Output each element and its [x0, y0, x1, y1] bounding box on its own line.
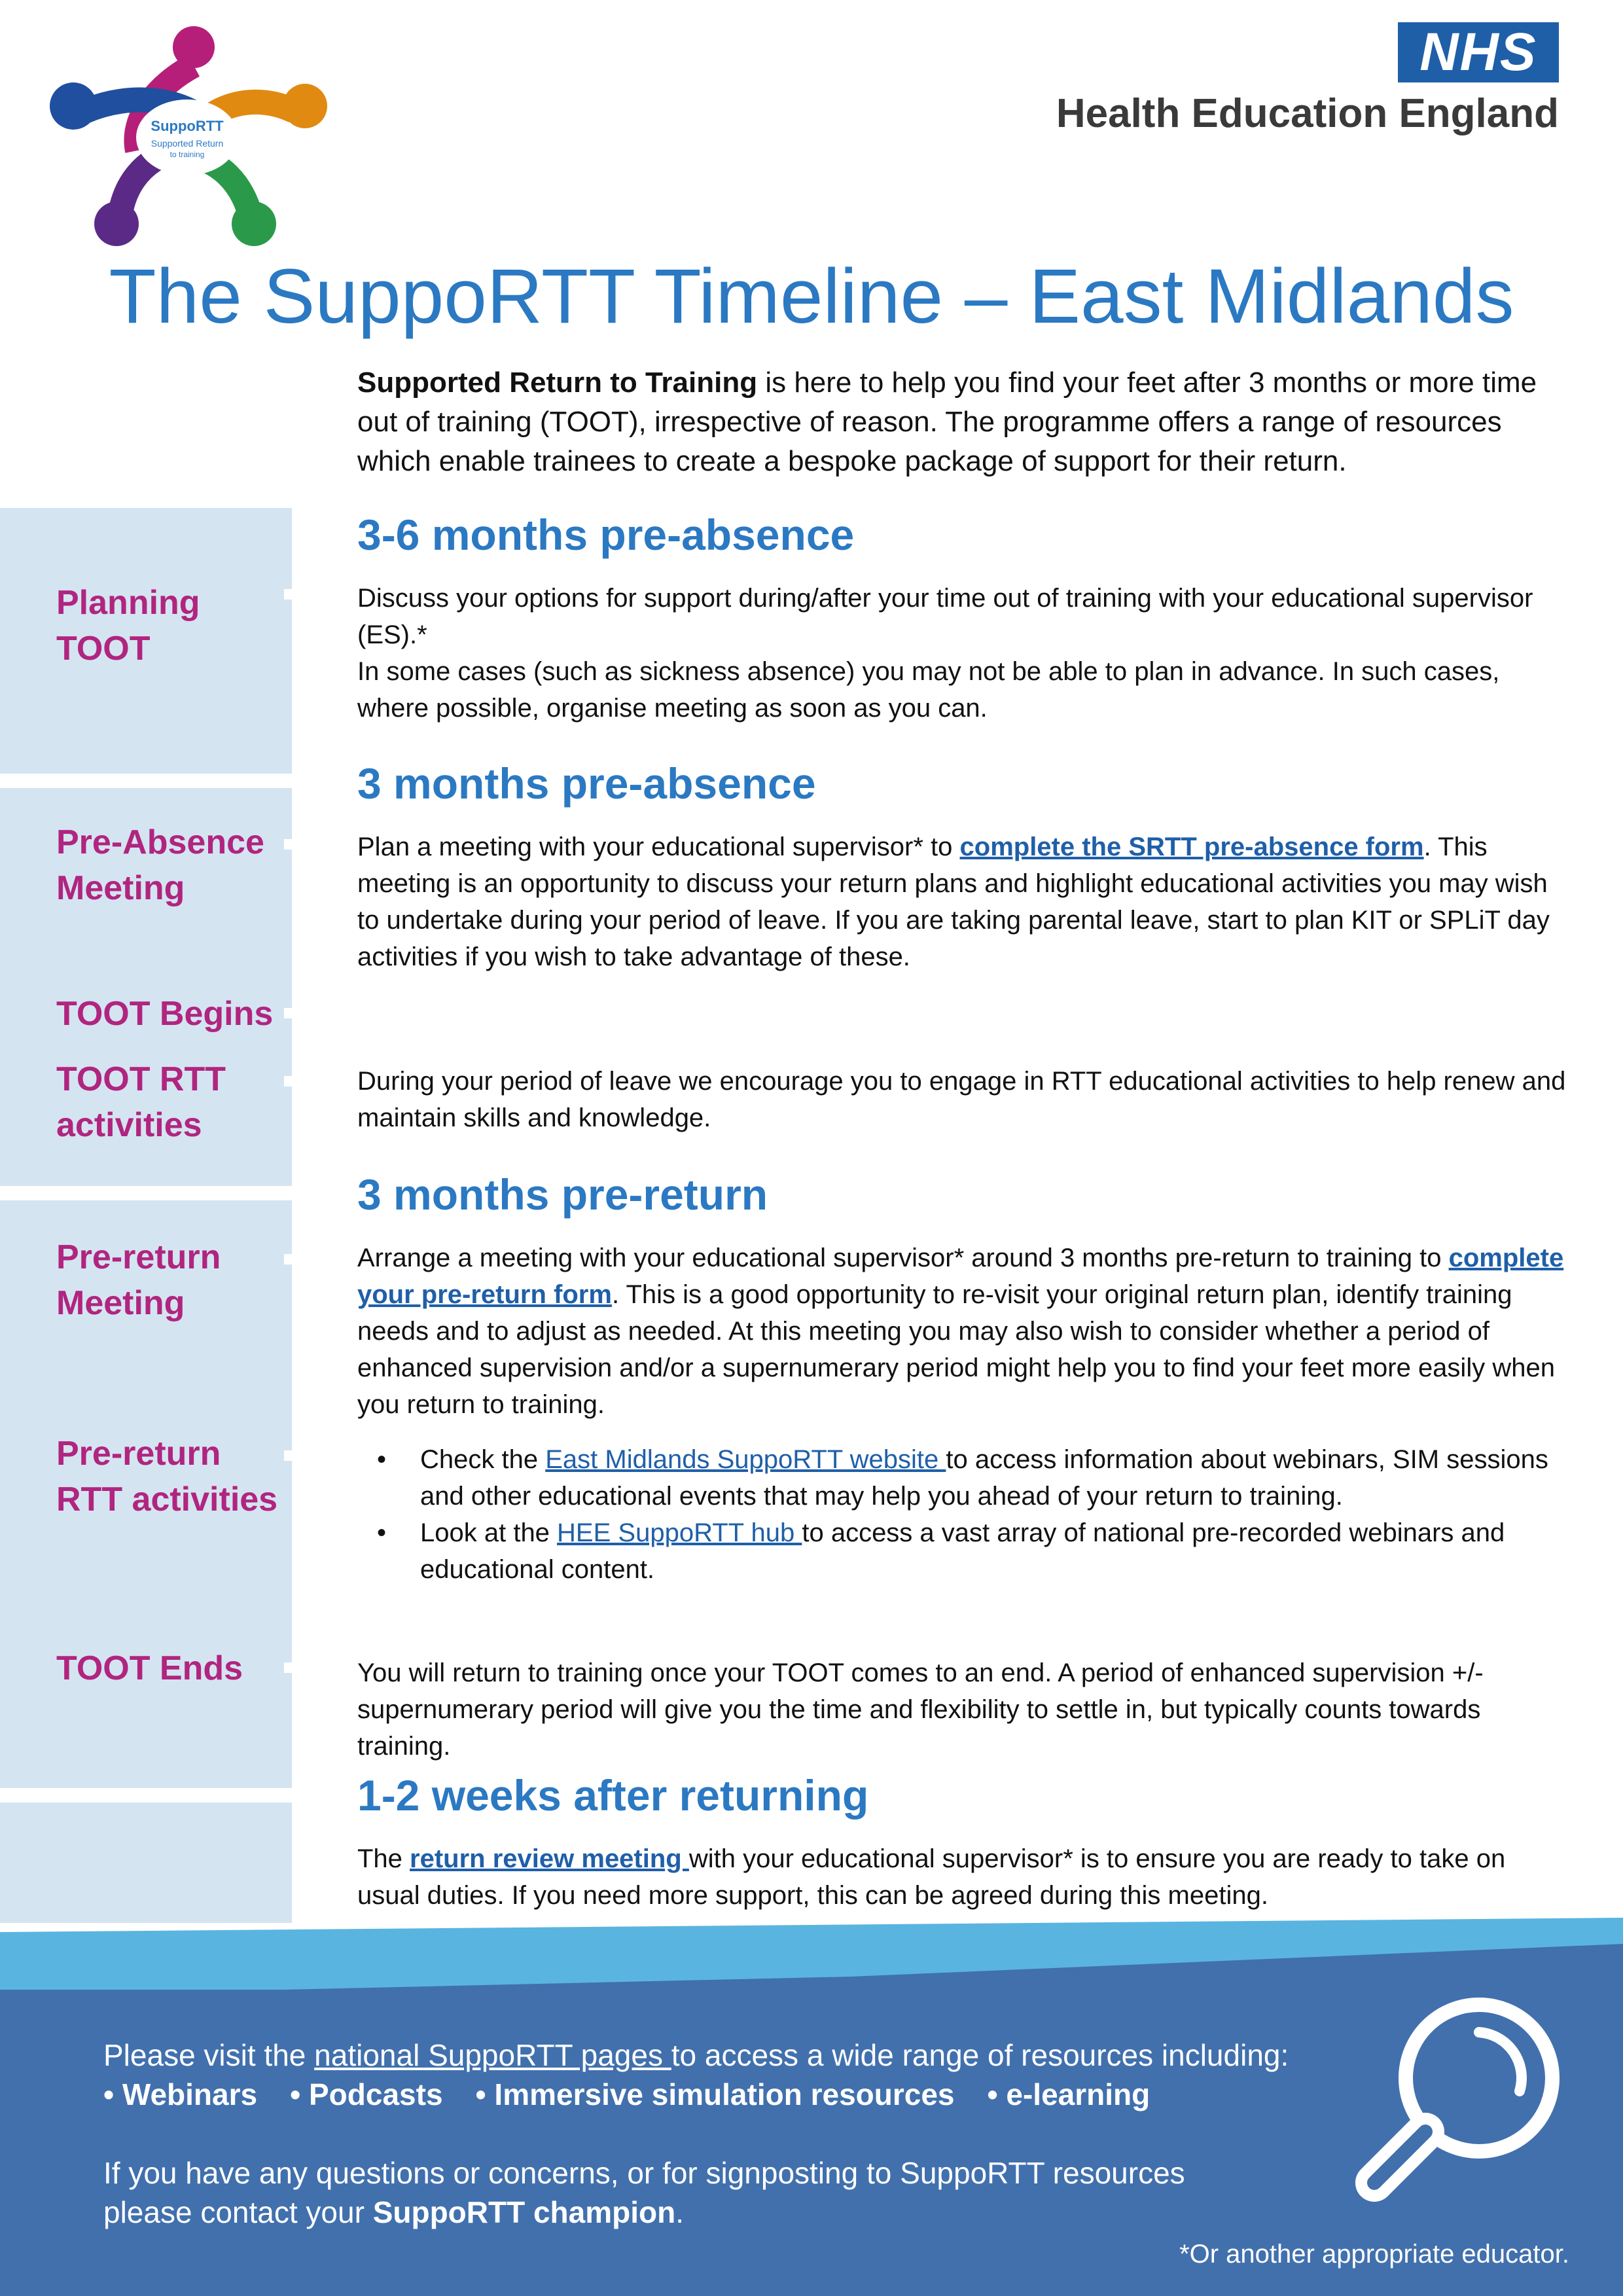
section-text-3-months-pre-return: [357, 1240, 1568, 1423]
timeline-label-pre-absence-meeting: [56, 819, 264, 911]
text-line: Discuss your options for support during/after your time out of training with your educational supervisor (ES).*: [357, 584, 1533, 649]
timeline-label-planning-toot: [56, 580, 200, 672]
national-supportt-pages-link[interactable]: national SuppoRTT pages: [314, 2038, 671, 2072]
return-review-meeting-link[interactable]: return review meeting: [410, 1844, 689, 1873]
text-span: to access information about webinars, SIM sessions and other educational events that may help you ahead of your return to training.: [420, 1445, 1548, 1511]
text-span: Arrange a meeting with your educational supervisor* around 3 months pre-return to training to: [357, 1244, 1449, 1272]
timeline-label-toot-begins: TOOT Begins: [56, 995, 274, 1033]
text-span: with your educational supervisor* is to ensure you are ready to take on usual duties. If you need more support, this can be agreed during this meeting.: [357, 1844, 1506, 1910]
timeline-tick: [284, 1008, 292, 1018]
timeline-tick: [284, 1662, 292, 1673]
intro-bold: Supported Return to Training: [357, 367, 758, 399]
timeline-label-line: Pre-return: [56, 1238, 221, 1276]
text-line: If you have any questions or concerns, or for signposting to SuppoRTT resources: [103, 2156, 1185, 2190]
timeline-tick: [284, 1076, 292, 1086]
east-midlands-website-link[interactable]: East Midlands SuppoRTT website: [545, 1445, 946, 1474]
resource-bullet-list: [357, 1441, 1575, 1588]
logo-text-bottom-2: to training: [169, 150, 205, 159]
text-span: please contact your: [103, 2195, 373, 2229]
section-text-toot-ends: You will return to training once your TOOT comes to an end. A period of enhanced supervision +/- supernumerary period will give you the time and flexibility to settle in, but typically counts towards training.: [357, 1659, 1484, 1761]
section-heading-after-returning: 1-2 weeks after returning: [357, 1771, 869, 1820]
text-span: to access a wide range of resources including:: [671, 2038, 1289, 2072]
resource-e-learning: • e-learning: [987, 2077, 1150, 2111]
bullet-marker: •: [377, 1445, 387, 1474]
timeline-label-toot-rtt-activities: [56, 1056, 226, 1148]
logo-text-top: SuppoRTT: [151, 118, 224, 134]
timeline-label-line: TOOT: [56, 630, 151, 668]
intro-rest: is here to help you find your feet after 3 months or more time out of training (TOOT), irrespective of reason. The programme offers a range of resources which enable trainees to create a bespoke package of support for their return.: [357, 367, 1537, 477]
text-line: In some cases (such as sickness absence) you may not be able to plan in advance. In such cases, where possible, organise meeting as soon as you can.: [357, 657, 1500, 723]
nhs-logo: NHS: [1398, 22, 1559, 82]
timeline-label-line: Planning: [56, 584, 200, 622]
logo-text-bottom-1: Supported Return: [151, 138, 224, 149]
list-item: [357, 1515, 1575, 1588]
organisation-name: Health Education England: [1056, 91, 1559, 136]
footer-contact: [103, 2153, 1185, 2232]
timeline-tick: [284, 1450, 292, 1461]
text-span: The: [357, 1844, 410, 1873]
page-title: The SuppoRTT Timeline – East Midlands: [109, 253, 1514, 340]
text-span: Look at the: [420, 1518, 558, 1547]
section-text-3-months-pre-absence: [357, 829, 1568, 975]
footer-wave: [0, 1918, 1623, 1996]
resource-webinars: • Webinars: [103, 2077, 258, 2111]
section-text-after-returning: [357, 1840, 1568, 1914]
timeline-label-line: RTT activities: [56, 1480, 278, 1518]
timeline-label-line: Meeting: [56, 1284, 185, 1322]
timeline-label-toot-ends: TOOT Ends: [56, 1649, 243, 1687]
text-line: [103, 2193, 1185, 2232]
hee-hub-link[interactable]: HEE SuppoRTT hub: [557, 1518, 802, 1547]
timeline-label-line: TOOT RTT: [56, 1060, 226, 1098]
timeline-label-line: activities: [56, 1106, 202, 1144]
text-span: . This meeting is an opportunity to discuss your return plans and highlight educational activities you may wish to undertake during your period of leave. If you are taking parental leave, start to plan KIT or SPLiT day activities if you wish to take advantage of these.: [357, 833, 1550, 971]
section-text-toot-rtt: During your period of leave we encourage you to engage in RTT educational activities to help renew and maintain skills and knowledge.: [357, 1067, 1566, 1132]
footer-resource-list: [103, 2075, 1183, 2114]
text-span: .: [675, 2195, 684, 2229]
resource-podcasts: • Podcasts: [290, 2077, 443, 2111]
text-span: to access a vast array of national pre-recorded webinars and educational content.: [420, 1518, 1505, 1584]
timeline-label-pre-return-rtt-activities: [56, 1431, 277, 1522]
intro-paragraph: [357, 363, 1561, 481]
champion-bold: SuppoRTT champion: [372, 2195, 676, 2229]
timeline-label-line: Meeting: [56, 869, 185, 907]
timeline-tick: [284, 1254, 292, 1265]
resource-immersive-simulation: • Immersive simulation resources: [475, 2077, 955, 2111]
timeline-tick: [284, 839, 292, 850]
text-span: Please visit the: [103, 2038, 315, 2072]
section-heading-3-months-pre-absence: 3 months pre-absence: [357, 759, 816, 808]
timeline-band-after: [0, 1803, 292, 1923]
text-span: Check the: [420, 1445, 546, 1474]
footnote: *Or another appropriate educator.: [1179, 2240, 1569, 2269]
timeline-label-line: Pre-Absence: [56, 823, 264, 861]
magnifier-icon: [1348, 1993, 1564, 2209]
section-heading-3-months-pre-return: 3 months pre-return: [357, 1170, 768, 1219]
pre-return-form-link[interactable]: complete your pre-return form: [357, 1244, 1564, 1309]
supportt-logo: [39, 13, 327, 249]
text-span: Plan a meeting with your educational supervisor* to: [357, 833, 960, 861]
bullet-marker: •: [377, 1518, 387, 1547]
section-text-3-6-months: [357, 580, 1568, 726]
section-heading-3-6-months: 3-6 months pre-absence: [357, 511, 855, 559]
footer-visit-line: [103, 2036, 1289, 2075]
timeline-label-pre-return-meeting: [56, 1234, 221, 1326]
text-span: . This is a good opportunity to re-visit your original return plan, identify training needs and to adjust as needed. At this meeting you may also wish to consider whether a period of enhanced supervision and/or a supernumerary period might help you to find your feet more easily when you return to training.: [357, 1280, 1555, 1419]
list-item: [357, 1441, 1575, 1515]
timeline-tick: [284, 589, 292, 600]
timeline-label-line: Pre-return: [56, 1435, 221, 1473]
pre-absence-form-link[interactable]: complete the SRTT pre-absence form: [959, 833, 1424, 861]
